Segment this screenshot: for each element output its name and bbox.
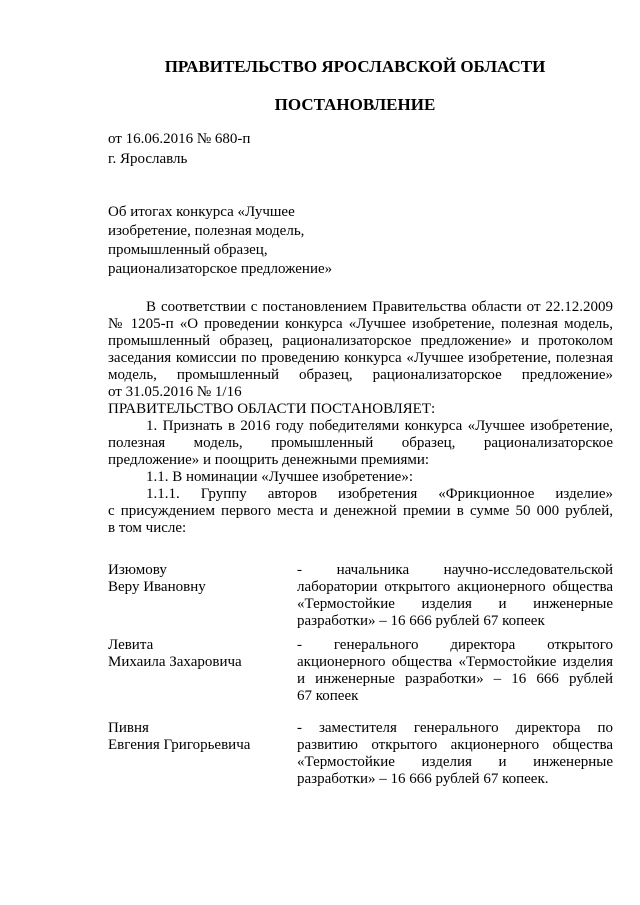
preamble-line: заседания комиссии по проведению конкурса «Лучшее изобретение, полезная bbox=[108, 350, 613, 366]
item-1-line: 1. Признать в 2016 году победителями конкурса «Лучшее изобретение, bbox=[146, 418, 613, 434]
person-desc-line: - генерального директора открытого bbox=[297, 637, 613, 653]
person-description bbox=[297, 562, 613, 630]
item-1-1-1-line: с присуждением первого места и денежной премии в сумме 50 000 рублей, bbox=[108, 503, 613, 519]
person-desc-line: - заместителя генерального директора по bbox=[297, 720, 613, 736]
preamble-line: промышленный образец, рационализаторское предложение» и протоколом bbox=[108, 333, 613, 349]
person-desc-line: «Термостойкие изделия и инженерные bbox=[297, 596, 613, 612]
resolves-statement: ПРАВИТЕЛЬСТВО ОБЛАСТИ ПОСТАНОВЛЯЕТ: bbox=[108, 401, 436, 417]
person-surname: Левита bbox=[108, 637, 154, 653]
subject-line: промышленный образец, bbox=[108, 242, 268, 258]
subject-line: рационализаторское предложение» bbox=[108, 261, 333, 277]
preamble-line: В соответствии с постановлением Правительства области от 22.12.2009 bbox=[146, 299, 613, 315]
person-desc-line: развитию открытого акционерного общества bbox=[297, 737, 613, 753]
item-1-1-1-line: 1.1.1. Группу авторов изобретения «Фрикционное изделие» bbox=[146, 486, 613, 502]
person-given-names: Евгения Григорьевича bbox=[108, 737, 251, 753]
person-surname: Изюмову bbox=[108, 562, 167, 578]
date-number: от 16.06.2016 № 680-п bbox=[108, 131, 251, 147]
person-name bbox=[108, 562, 288, 596]
person-desc-line: разработки» – 16 666 рублей 67 копеек. bbox=[297, 771, 549, 787]
person-given-names: Веру Ивановну bbox=[108, 579, 206, 595]
subject-line: изобретение, полезная модель, bbox=[108, 223, 305, 239]
person-name bbox=[108, 720, 288, 754]
person-desc-line: и инженерные разработки» – 16 666 рублей bbox=[297, 671, 613, 687]
subject-title bbox=[108, 203, 368, 279]
person-desc-line: 67 копеек bbox=[297, 688, 359, 704]
person-desc-line: акционерного общества «Термостойкие изделия bbox=[297, 654, 613, 670]
person-desc-line: - начальника научно-исследовательской bbox=[297, 562, 613, 578]
item-1-line: полезная модель, промышленный образец, рационализаторское bbox=[108, 435, 613, 451]
person-surname: Пивня bbox=[108, 720, 149, 736]
preamble-line: модель, промышленный образец, рационализаторское предложение» bbox=[108, 367, 613, 383]
person-description bbox=[297, 720, 613, 788]
person-given-names: Михаила Захаровича bbox=[108, 654, 242, 670]
city: г. Ярославль bbox=[108, 151, 188, 167]
preamble-line: № 1205-п «О проведении конкурса «Лучшее изобретение, полезная модель, bbox=[108, 316, 613, 332]
person-desc-line: разработки» – 16 666 рублей 67 копеек bbox=[297, 613, 545, 629]
preamble-line: от 31.05.2016 № 1/16 bbox=[108, 384, 242, 400]
document-type-heading: ПОСТАНОВЛЕНИЕ bbox=[274, 95, 436, 114]
person-name bbox=[108, 637, 288, 671]
preamble bbox=[108, 299, 613, 537]
person-desc-line: «Термостойкие изделия и инженерные bbox=[297, 754, 613, 770]
item-1-1: 1.1. В номинации «Лучшее изобретение»: bbox=[146, 469, 413, 485]
person-description bbox=[297, 637, 613, 705]
organization-heading: ПРАВИТЕЛЬСТВО ЯРОСЛАВСКОЙ ОБЛАСТИ bbox=[164, 57, 546, 76]
item-1-1-1-line: в том числе: bbox=[108, 520, 187, 536]
item-1-line: предложение» и поощрить денежными премиями: bbox=[108, 452, 430, 468]
subject-line: Об итогах конкурса «Лучшее bbox=[108, 204, 295, 220]
person-desc-line: лаборатории открытого акционерного общества bbox=[297, 579, 613, 595]
